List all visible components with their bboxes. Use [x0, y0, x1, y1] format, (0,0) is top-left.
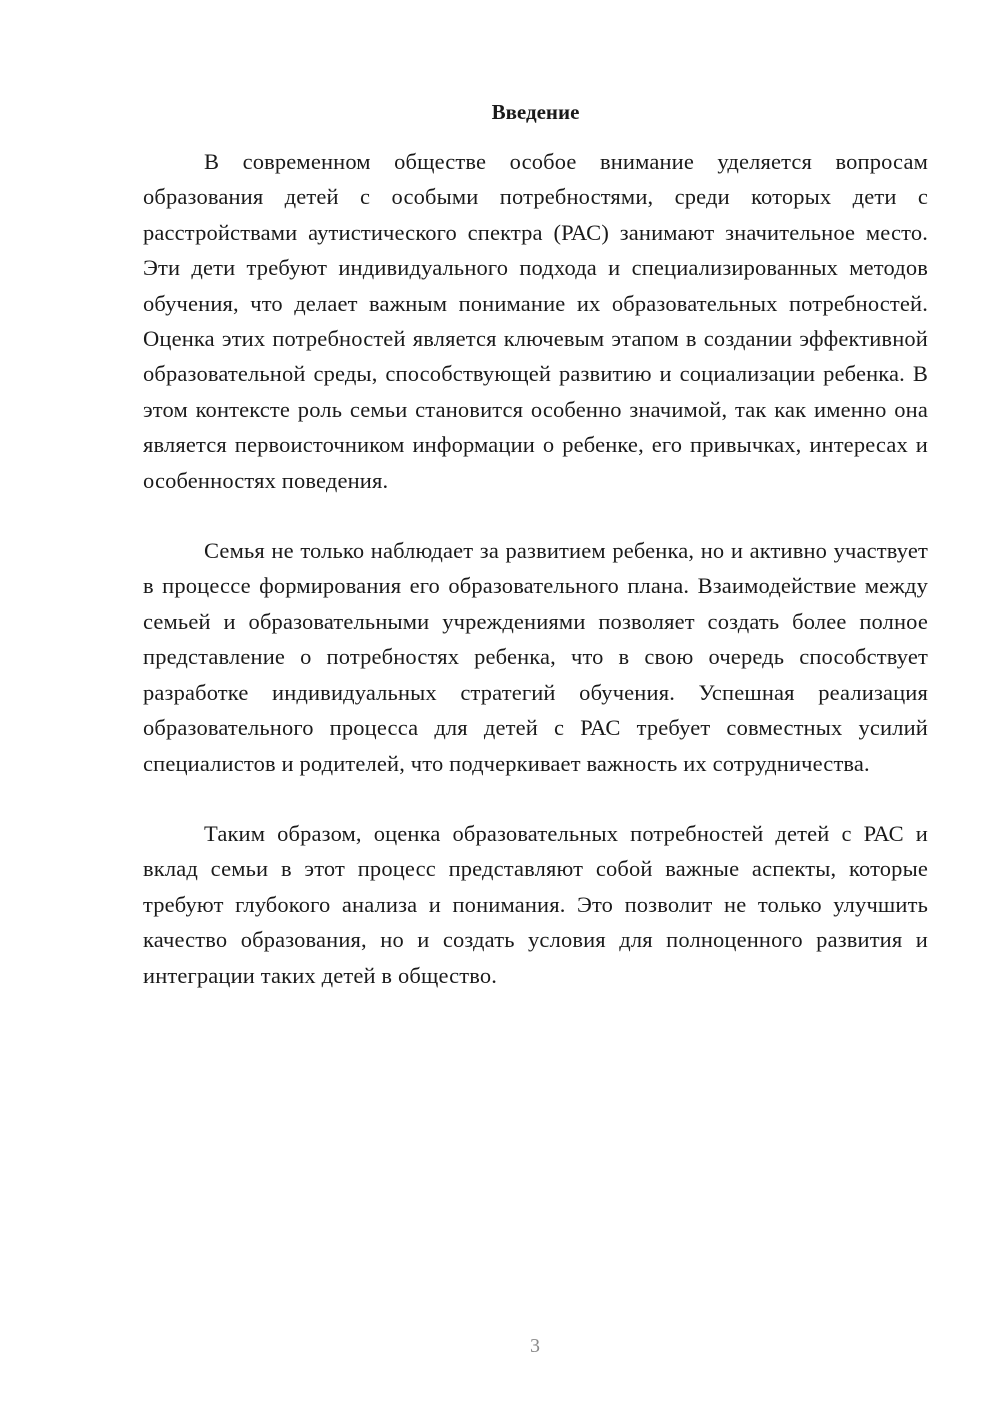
- paragraph-3: Таким образом, оценка образовательных потребностей детей с РАС и вклад семьи в этот процесс представляют собой важные аспекты, которые требуют глубокого анализа и понимания. Это позволит не только улучшить качество образования, но и создать условия для полноценного развития и интеграции таких детей в общество.: [143, 820, 928, 988]
- section-heading: Введение: [491, 100, 580, 124]
- page-number: 3: [530, 1335, 540, 1357]
- paragraph-1: В современном обществе особое внимание уделяется вопросам образования детей с особыми потребностями, среди которых дети с расстройствами аутистического спектра (РАС) занимают значительное место. Эти дети требуют индивидуального подхода и специализированных методов обучения, что делает важным понимание их образовательных потребностей. Оценка этих потребностей является ключевым этапом в создании эффективной образовательной среды, способствующей развитию и социализации ребенка. В этом контексте роль семьи становится особенно значимой, так как именно она является первоисточником информации о ребенке, его привычках, интересах и особенностях поведения.: [143, 149, 928, 493]
- body-text: [143, 144, 928, 993]
- paragraph-2: Семья не только наблюдает за развитием ребенка, но и активно участвует в процессе формирования его образовательного плана. Взаимодействие между семьей и образовательными учреждениями позволяет создать более полное представление о потребностях ребенка, что в свою очередь способствует разработке индивидуальных стратегий обучения. Успешная реализация образовательного процесса для детей с РАС требует совместных усилий специалистов и родителей, что подчеркивает важность их сотрудничества.: [143, 538, 928, 776]
